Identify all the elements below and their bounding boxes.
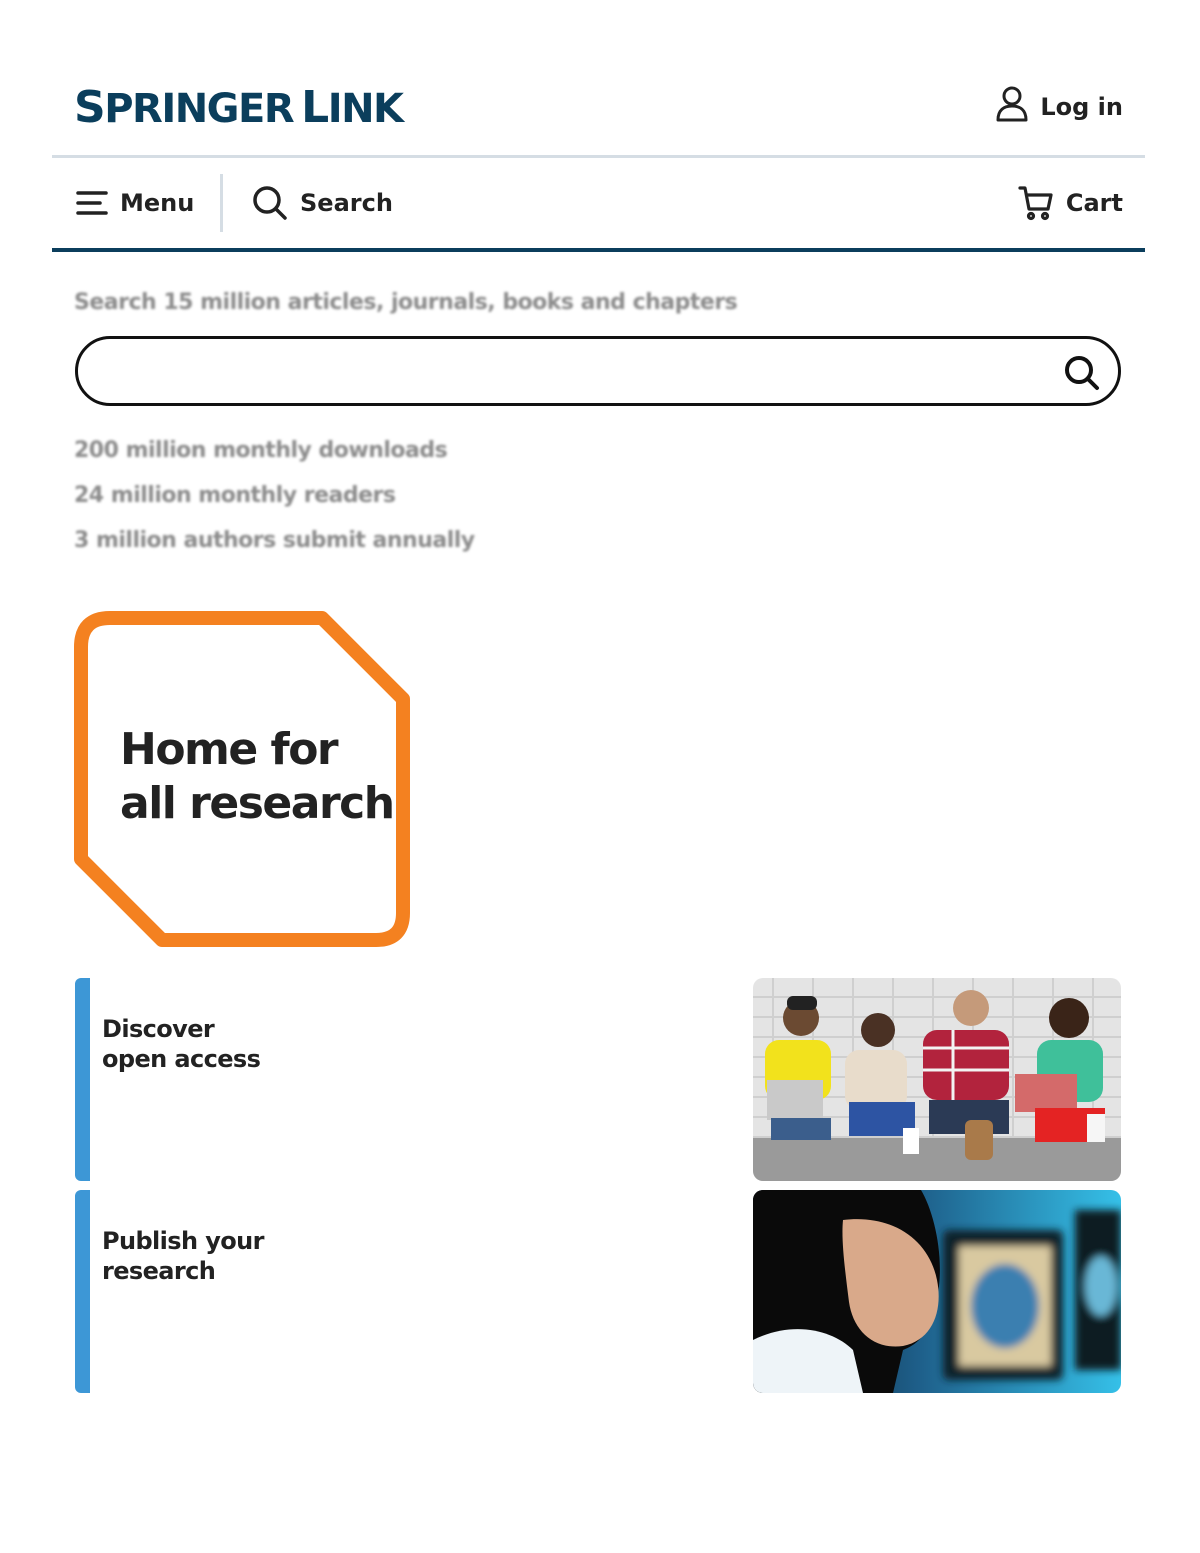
nav-search-label: Search [300, 189, 393, 217]
search-icon [1062, 381, 1102, 396]
discover-open-access-card[interactable] [75, 978, 1121, 1181]
stat-item: 24 million monthly readers [74, 483, 396, 508]
stats-list [74, 438, 475, 573]
cart-button[interactable] [1018, 158, 1123, 248]
search-heading: Search 15 million articles, journals, books and chapters [74, 290, 738, 315]
cart-label: Cart [1065, 189, 1123, 217]
nav-search-button[interactable] [252, 158, 393, 248]
card-accent-bar [75, 978, 90, 1181]
search-icon [252, 185, 288, 221]
stat-item: 3 million authors submit annually [74, 528, 475, 553]
stat-item: 200 million monthly downloads [74, 438, 448, 463]
cart-icon [1018, 185, 1054, 221]
user-icon [996, 86, 1028, 128]
card-accent-bar [75, 1190, 90, 1393]
search-submit-button[interactable] [1062, 353, 1102, 393]
search-box [75, 336, 1121, 406]
login-label: Log in [1040, 93, 1123, 121]
site-header [52, 60, 1145, 158]
hero-badge [74, 611, 410, 947]
springer-link-logo[interactable]: SPRINGER LINK [74, 82, 403, 133]
menu-button[interactable] [76, 158, 194, 248]
hero-title: Home for all research [120, 724, 394, 829]
hamburger-icon [76, 190, 108, 216]
main-navbar [52, 158, 1145, 252]
menu-label: Menu [120, 189, 195, 217]
nav-divider [220, 174, 223, 232]
login-link[interactable] [996, 86, 1123, 128]
publish-your-research-card[interactable] [75, 1190, 1121, 1393]
people-sitting-with-laptops-image [753, 978, 1121, 1181]
card-label[interactable]: Publish your research [102, 1227, 264, 1285]
search-input[interactable] [102, 351, 1042, 391]
card-label[interactable]: Discover open access [102, 1015, 261, 1073]
researcher-viewing-brain-scans-image [753, 1190, 1121, 1393]
